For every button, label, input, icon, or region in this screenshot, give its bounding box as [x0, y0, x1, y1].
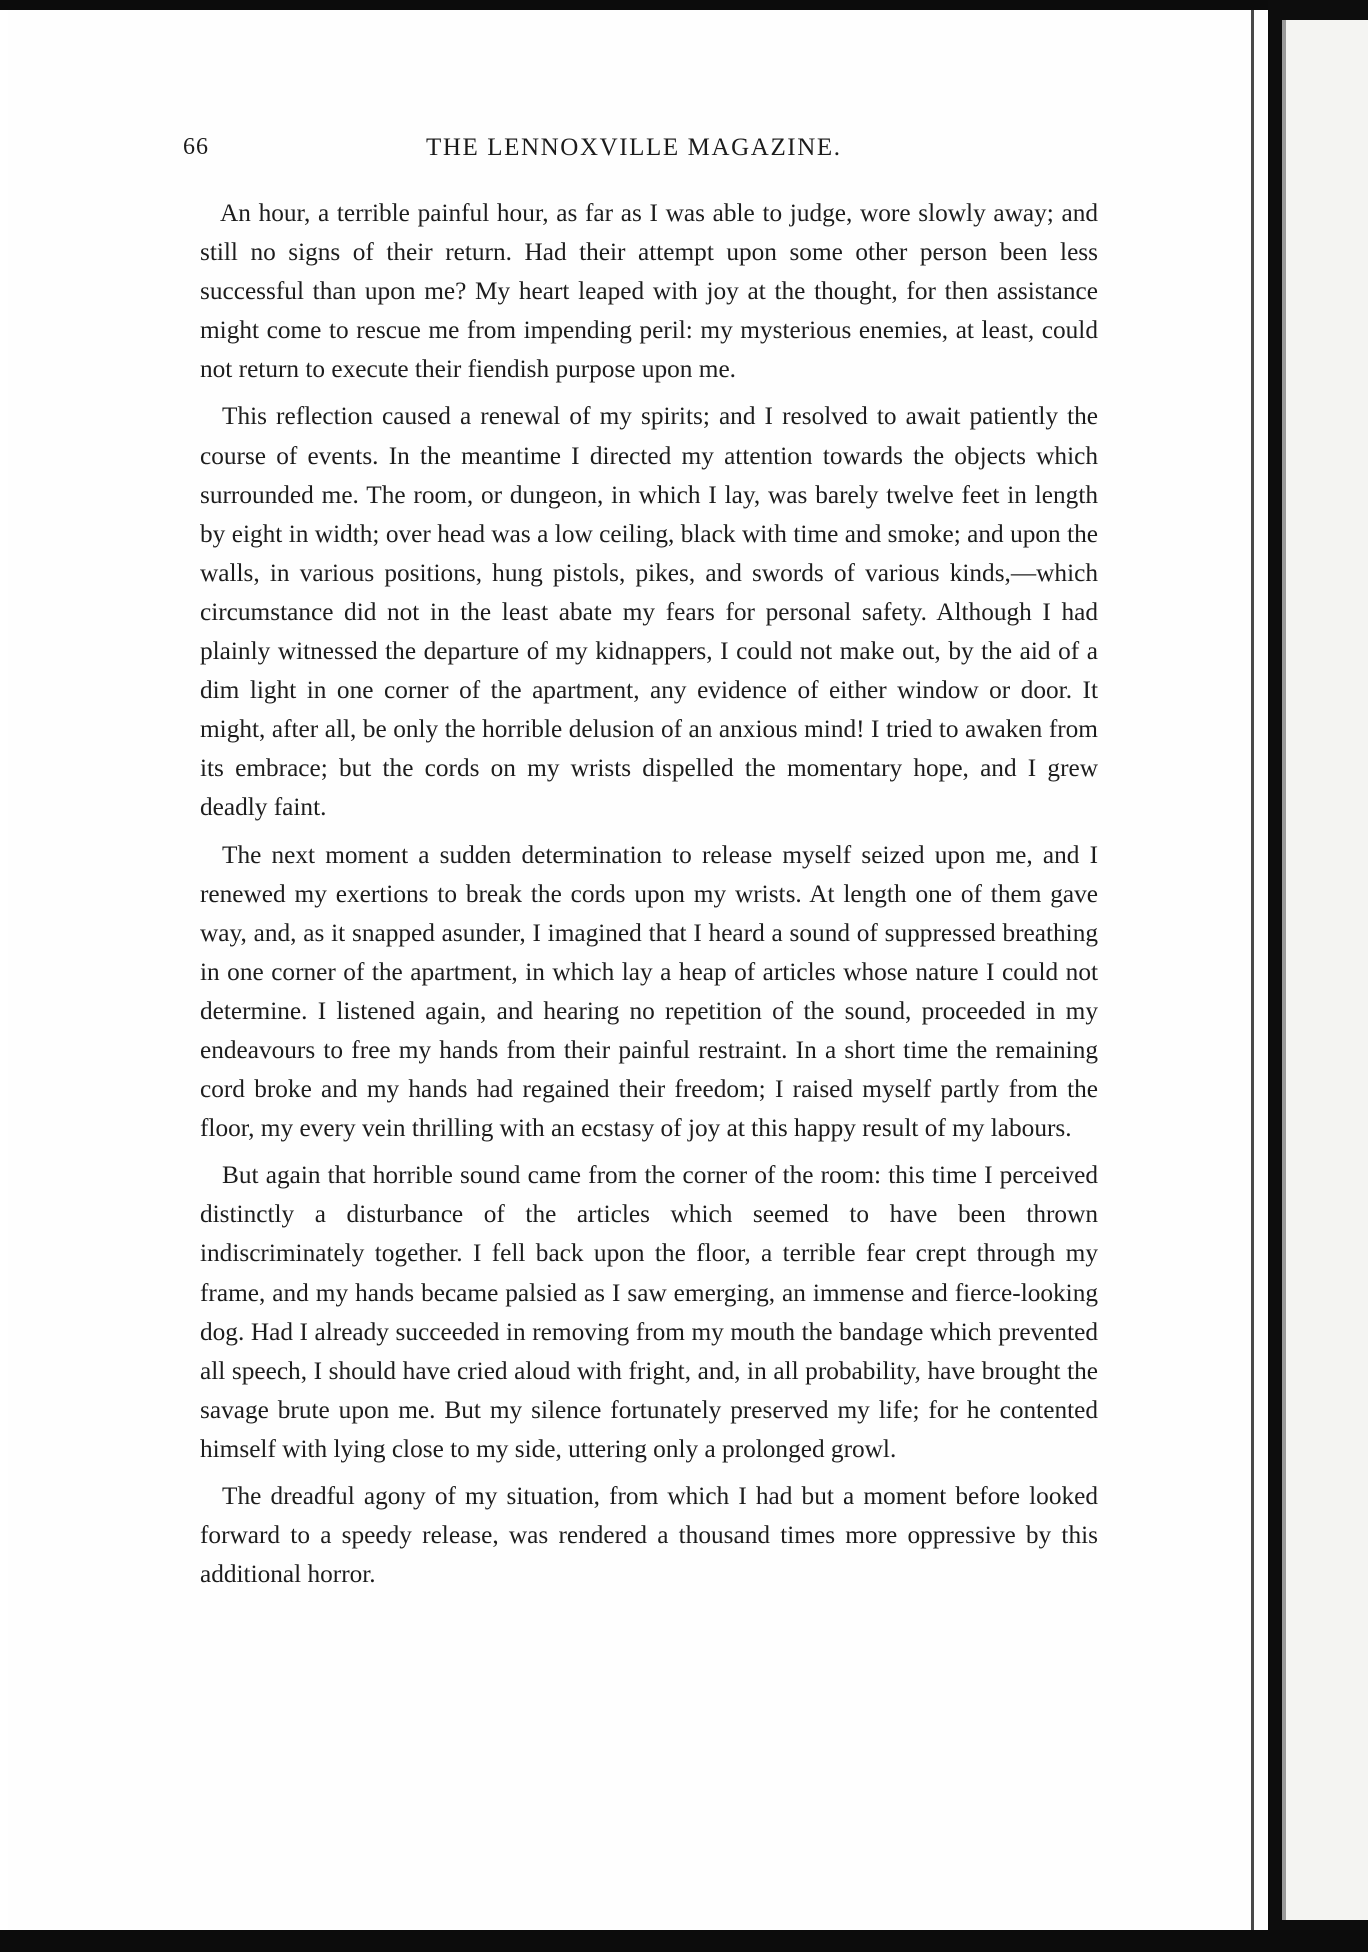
paragraph-1: An hour, a terrible painful hour, as far as I was able to judge, wore slowly away; and still no signs of their return. Had their attempt upon some other person been less successful than upon me? My heart leaped with joy at the thought, for then assistance might come to rescue me from impending peril: my mysterious enemies, at least, could not return to execute their fiendish purpose upon me.	[200, 199, 1098, 384]
paragraph-3: The next moment a sudden determination to release myself seized upon me, and I renewed my exertions to break the cords upon my wrists. At length one of them gave way, and, as it snapped asunder, I imagined that I heard a sound of suppressed breathing in one corner of the apartment, in which lay a heap of articles whose nature I could not determine. I listened again, and hearing no repetition of the sound, proceeded in my endeavours to free my hands from their painful restraint. In a short time the remaining cord broke and my hands had regained their freedom; I raised myself partly from the floor, my every vein thrilling with an ecstasy of joy at this happy result of my labours.	[200, 840, 1098, 1143]
paragraph-4: But again that horrible sound came from the corner of the room: this time I perceived distinctly a disturbance of the articles which seemed to have been thrown indiscriminately together. I fell back upon the floor, a terrible fear crept through my frame, and my hands became palsied as I saw emerging, an immense and fierce-looking dog. Had I already succeeded in removing from my mouth the bandage which prevented all speech, I should have cried aloud with fright, and, in all probability, have brought the savage brute upon me. But my silence fortunately preserved my life; for he contented himself with lying close to my side, uttering only a prolonged growl.	[200, 1161, 1098, 1463]
running-head: THE LENNOXVILLE MAGAZINE.	[426, 134, 842, 161]
scan-border-top	[0, 0, 1368, 10]
body-text	[200, 194, 1098, 1602]
page-number: 66	[183, 134, 209, 160]
paragraph-2: This reflection caused a renewal of my spirits; and I resolved to await patiently the course of events. In the meantime I directed my attention towards the objects which surrounded me. The room, or dungeon, in which I lay, was barely twelve feet in length by eight in width; over head was a low ceiling, black with time and smoke; and upon the walls, in various positions, hung pistols, pikes, and swords of various kinds,—which circumstance did not in the least abate my fears for personal safety. Although I had plainly witnessed the departure of my kidnappers, I could not make out, by the aid of a dim light in one corner of the apartment, any evidence of either window or door. It might, after all, be only the horrible delusion of an anxious mind! I tried to awaken from its embrace; but the cords on my wrists dispelled the momentary hope, and I grew deadly faint.	[200, 402, 1098, 822]
scan-border-bottom	[0, 1930, 1368, 1952]
adjacent-page-edge	[1282, 20, 1368, 1920]
page-header	[183, 134, 1101, 174]
paragraph-5: The dreadful agony of my situation, from which I had but a moment before looked forward to a speedy release, was rendered a thousand times more oppressive by this additional horror.	[200, 1482, 1098, 1589]
